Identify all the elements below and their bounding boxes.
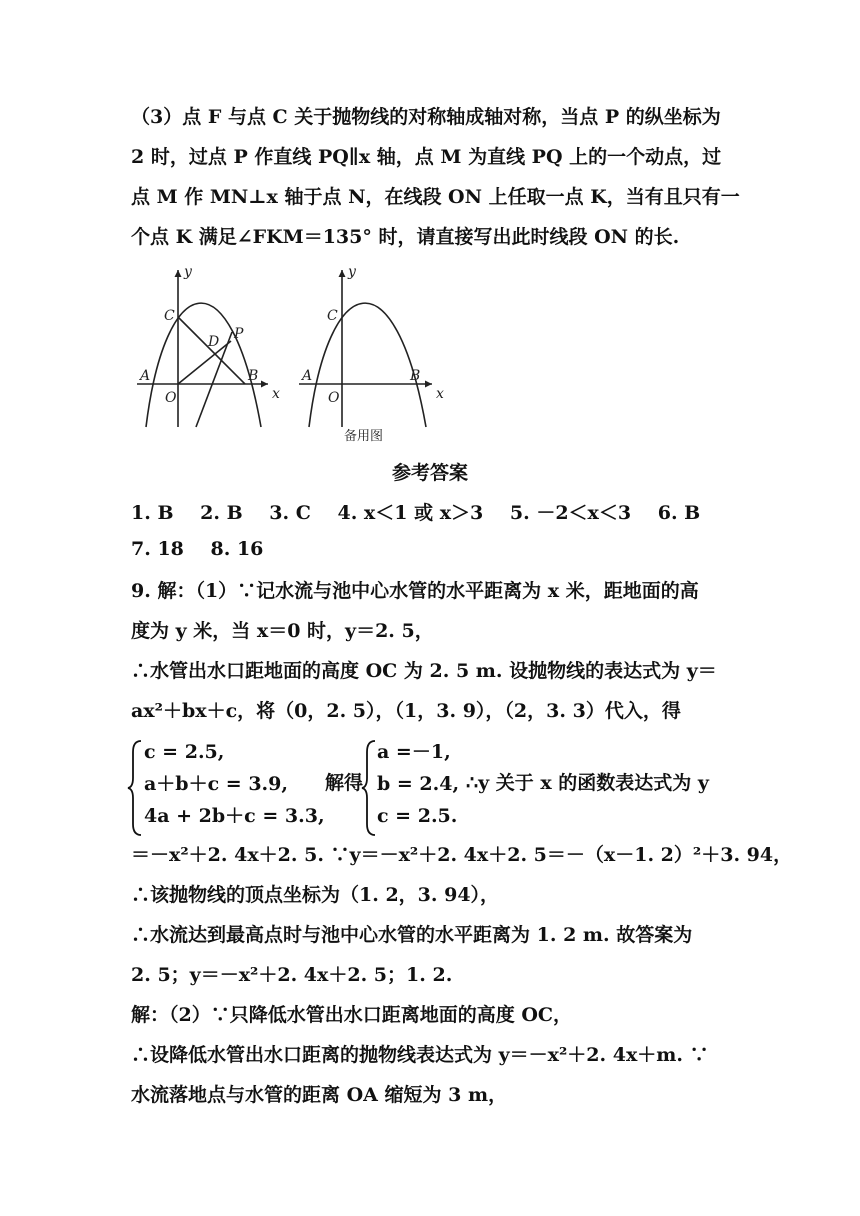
label-P-1: P xyxy=(234,326,244,342)
answer-4: 4. x＜1 或 x＞3 xyxy=(337,502,484,524)
sol-c: c = 2.5. xyxy=(377,805,458,827)
eq-2: a＋b＋c = 3.9, xyxy=(144,773,288,795)
x-arrow-2 xyxy=(425,381,432,388)
answers-row-1 xyxy=(131,498,720,525)
label-y-1: y xyxy=(184,264,192,280)
label-D-1: D xyxy=(208,334,220,350)
equation-system-1 xyxy=(144,736,325,832)
figure-2-caption: 备用图 xyxy=(344,429,384,444)
x-arrow-1 xyxy=(261,381,268,388)
figure-2 xyxy=(299,270,432,427)
solution-line-2: 度为 y 米，当 x＝0 时，y＝2. 5， xyxy=(131,620,434,642)
problem-line-2: 2 时，过点 P 作直线 PQ∥x 轴，点 M 为直线 PQ 上的一个动点，过 xyxy=(131,146,722,168)
sol-a: a =－1, xyxy=(377,741,451,763)
figure-1 xyxy=(137,270,268,427)
label-x-2: x xyxy=(436,386,444,402)
solution-line-8: 2. 5；y＝－x²＋2. 4x＋2. 5；1. 2. xyxy=(131,964,453,986)
label-A-2: A xyxy=(302,368,313,384)
answer-6: 6. B xyxy=(657,502,701,524)
answer-8: 8. 16 xyxy=(210,538,264,560)
solution-line-9: 解：（2）∵只降低水管出水口距离地面的高度 OC， xyxy=(131,1004,573,1026)
solution-line-10: ∴设降低水管出水口距离的抛物线表达式为 y＝－x²＋2. 4x＋m. ∵ xyxy=(131,1044,709,1066)
problem-line-4: 个点 K 满足∠FKM＝135° 时，请直接写出此时线段 ON 的长. xyxy=(131,226,680,248)
answer-5: 5. －2＜x＜3 xyxy=(509,502,632,524)
answer-7: 7. 18 xyxy=(131,538,184,560)
label-C-2: C xyxy=(327,308,338,324)
solution-line-6: ∴该抛物线的顶点坐标为（1. 2，3. 94）， xyxy=(131,884,500,906)
label-A-1: A xyxy=(140,368,151,384)
answers-title: 参考答案 xyxy=(391,462,468,484)
solution-line-1: 9. 解：（1）∵记水流与池中心水管的水平距离为 x 米，距地面的高 xyxy=(131,580,699,602)
answer-2: 2. B xyxy=(200,502,243,524)
problem-line-3: 点 M 作 MN⊥x 轴于点 N，在线段 ON 上任取一点 K，当有且只有一 xyxy=(131,186,740,208)
label-x-1: x xyxy=(272,386,280,402)
label-C-1: C xyxy=(164,308,175,324)
y-arrow-2 xyxy=(339,270,346,277)
sol-b: b = 2.4, xyxy=(377,773,460,795)
label-B-2: B xyxy=(410,368,421,384)
answer-3: 3. C xyxy=(269,502,311,524)
solve-word: 解得 xyxy=(325,772,364,794)
eq-3: 4a + 2b＋c = 3.3, xyxy=(144,805,325,827)
solution-line-11: 水流落地点与水管的距离 OA 缩短为 3 m， xyxy=(131,1084,508,1106)
solution-line-4: ax²＋bx＋c，将（0，2. 5），（1，3. 9），（2，3. 3）代入，得 xyxy=(131,700,681,722)
solution-line-7: ∴水流达到最高点时与池中心水管的水平距离为 1. 2 m. 故答案为 xyxy=(131,924,693,946)
answer-1: 1. B xyxy=(131,502,174,524)
problem-line-1: （3）点 F 与点 C 关于抛物线的对称轴成轴对称，当点 P 的纵坐标为 xyxy=(131,106,721,128)
equation-system-2 xyxy=(377,736,459,832)
answers-row-2 xyxy=(131,538,283,560)
label-y-2: y xyxy=(348,264,356,280)
solution-line-3: ∴水管出水口距地面的高度 OC 为 2. 5 m. 设抛物线的表达式为 y＝ xyxy=(131,660,717,682)
y-arrow-1 xyxy=(175,270,182,277)
label-B-1: B xyxy=(248,368,259,384)
brace-left-1 xyxy=(126,738,146,838)
eq-1: c = 2.5, xyxy=(144,741,225,763)
label-O-2: O xyxy=(328,390,340,406)
after-system-text: ∴y 关于 x 的函数表达式为 y xyxy=(466,772,709,794)
label-O-1: O xyxy=(165,390,177,406)
solution-line-5: ＝－x²＋2. 4x＋2. 5. ∵y＝－x²＋2. 4x＋2. 5＝－（x－1. 2）²＋3. 94， xyxy=(131,844,793,866)
figures xyxy=(0,262,860,462)
